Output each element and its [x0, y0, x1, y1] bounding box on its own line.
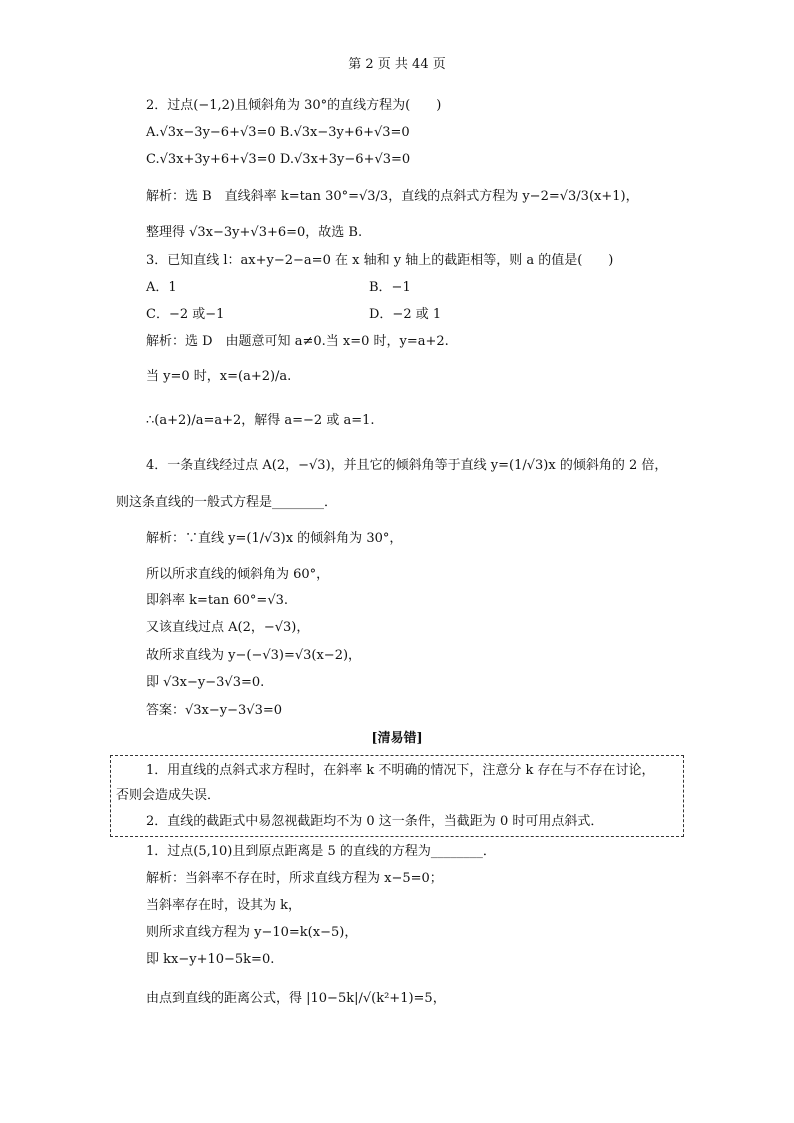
- q2-analysis-line1: 解析：选 B 直线斜率 k=tan 30°=√3/3，直线的点斜式方程为 y−2=√3/3(x+1)，: [146, 189, 639, 204]
- q4-stem-line1: 4．一条直线经过点 A(2，−√3)，并且它的倾斜角等于直线 y=(1/√3)x 的倾斜角的 2 倍，: [146, 458, 668, 473]
- q4-answer: 答案：√3x−y−3√3=0: [146, 703, 283, 718]
- q4-analysis-line3: 即斜率 k=tan 60°=√3.: [146, 593, 289, 608]
- section-title: [清易错]: [371, 731, 423, 746]
- q4-analysis-line5: 故所求直线为 y−(−√3)=√3(x−2)，: [146, 648, 362, 663]
- mistake-item1-line1: 1．用直线的点斜式求方程时，在斜率 k 不明确的情况下，注意分 k 存在与不存在讨论，: [146, 763, 655, 778]
- practice-analysis-line4: 即 kx−y+10−5k=0.: [146, 952, 275, 967]
- q4-analysis-line2: 所以所求直线的倾斜角为 60°，: [146, 567, 330, 582]
- page-header: 第 2 页 共 44 页: [348, 57, 446, 72]
- practice-analysis-line3: 则所求直线方程为 y−10=k(x−5)，: [146, 925, 358, 940]
- q2-options-row1: A.√3x−3y−6+√3=0 B.√3x−3y+6+√3=0: [146, 125, 410, 140]
- q3-stem: 3．已知直线 l：ax+y−2−a=0 在 x 轴和 y 轴上的截距相等，则 a 的值是( ): [146, 253, 614, 268]
- q4-analysis-line1: 解析：∵直线 y=(1/√3)x 的倾斜角为 30°，: [146, 531, 403, 546]
- q3-option-b: B．−1: [369, 280, 411, 295]
- q4-analysis-line6: 即 √3x−y−3√3=0.: [146, 675, 265, 690]
- q3-analysis-line3: ∴(a+2)/a=a+2，解得 a=−2 或 a=1.: [146, 413, 375, 428]
- q2-stem: 2．过点(−1,2)且倾斜角为 30°的直线方程为( ): [146, 98, 442, 113]
- q3-option-c: C．−2 或−1: [146, 307, 225, 322]
- practice-analysis-line1: 解析：当斜率不存在时，所求直线方程为 x−5=0；: [146, 871, 443, 886]
- q2-options-row2: C.√3x+3y+6+√3=0 D.√3x+3y−6+√3=0: [146, 152, 411, 167]
- q3-analysis-line2: 当 y=0 时，x=(a+2)/a.: [146, 369, 292, 384]
- mistake-item2: 2．直线的截距式中易忽视截距均不为 0 这一条件，当截距为 0 时可用点斜式．: [146, 814, 604, 829]
- q4-analysis-line4: 又该直线过点 A(2，−√3)，: [146, 620, 310, 635]
- practice-analysis-line2: 当斜率存在时，设其为 k，: [146, 898, 302, 913]
- practice-analysis-line5: 由点到直线的距离公式，得 |10−5k|/√(k²+1)=5，: [146, 991, 446, 1006]
- q3-option-a: A．1: [146, 280, 177, 295]
- q3-analysis-line1: 解析：选 D 由题意可知 a≠0.当 x=0 时，y=a+2.: [146, 334, 449, 349]
- q3-option-d: D．−2 或 1: [369, 307, 442, 322]
- practice-stem: 1．过点(5,10)且到原点距离是 5 的直线的方程为________．: [146, 844, 496, 859]
- q4-stem-line2: 则这条直线的一般式方程是________．: [116, 495, 338, 510]
- mistake-item1-line2: 否则会造成失误．: [116, 788, 221, 803]
- q2-analysis-line2: 整理得 √3x−3y+√3+6=0，故选 B.: [146, 225, 363, 240]
